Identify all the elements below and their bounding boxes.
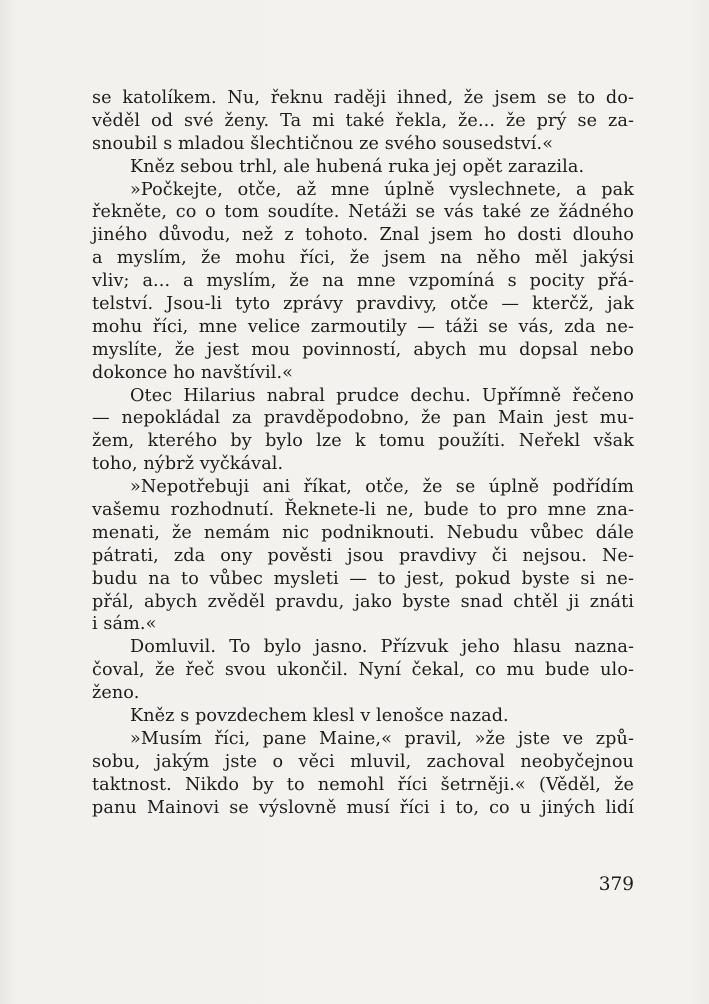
text-line: toho, nýbrž vyčkával. bbox=[92, 454, 284, 475]
text-line: čoval, že řeč svou ukončil. Nyní čekal, co mu bude ulo- bbox=[92, 660, 634, 681]
text-line: budu na to vůbec mysleti — to jest, pokud byste si ne- bbox=[92, 568, 634, 589]
text-line: ženo. bbox=[92, 683, 140, 704]
text-line: snoubil s mladou šlechtičnou ze svého sousedství.« bbox=[92, 133, 554, 154]
text-line: dokonce ho navštívil.« bbox=[92, 362, 294, 383]
text-line: Kněz s povzdechem klesl v lenošce nazad. bbox=[130, 706, 509, 727]
text-line: telství. Jsou-li tyto zprávy pravdivy, otče — kterčž, jak bbox=[92, 294, 634, 315]
text-line: menati, že nemám nic podniknouti. Nebudu vůbec dále bbox=[92, 522, 634, 543]
text-line: vliv; a... a myslím, že na mne vzpomíná s pocity přá- bbox=[92, 271, 634, 292]
text-line: Domluvil. To bylo jasno. Přízvuk jeho hlasu nazna- bbox=[130, 637, 634, 658]
text-line: řekněte, co o tom soudíte. Netáži se vás také ze žádného bbox=[92, 202, 634, 223]
text-line: — nepokládal za pravděpodobno, že pan Main jest mu- bbox=[92, 408, 634, 429]
text-line: přál, abych zvěděl pravdu, jako byste snad chtěl ji znáti bbox=[92, 591, 634, 612]
text-line: pátrati, zda ony pověsti jsou pravdivy či nejsou. Ne- bbox=[92, 545, 634, 566]
text-line: věděl od své ženy. Ta mi také řekla, že... že prý se za- bbox=[92, 110, 634, 131]
text-line: žem, kterého by bylo lze k tomu použíti. Neřekl však bbox=[92, 431, 634, 452]
text-line: taktnost. Nikdo by to nemohl říci šetrněji.« (Věděl, že bbox=[92, 774, 634, 795]
text-line: »Počkejte, otče, až mne úplně vyslechnete, a pak bbox=[130, 179, 634, 200]
text-line: se katolíkem. Nu, řeknu raději ihned, že jsem se to do- bbox=[92, 88, 634, 108]
text-line: »Musím říci, pane Maine,« pravil, »že jste ve způ- bbox=[130, 728, 634, 749]
text-line: myslíte, že jest mou povinností, abych mu dopsal nebo bbox=[92, 339, 634, 360]
text-line: a myslím, že mohu říci, že jsem na něho měl jakýsi bbox=[92, 248, 634, 269]
text-line: »Nepotřebuji ani říkat, otče, že se úplně podřídím bbox=[130, 477, 634, 498]
page-text bbox=[92, 87, 634, 820]
text-line: panu Mainovi se výslovně musí říci i to, co u jiných lidí bbox=[92, 797, 634, 818]
text-line: mohu říci, mne velice zarmoutily — táži se vás, zda ne- bbox=[92, 316, 634, 337]
page-number: 379 bbox=[598, 874, 634, 895]
text-line: i sám.« bbox=[92, 614, 157, 635]
text-line: jiného důvodu, než z tohoto. Znal jsem ho dosti dlouho bbox=[92, 225, 634, 246]
text-line: Otec Hilarius nabral prudce dechu. Upřímně řečeno bbox=[130, 385, 634, 406]
text-line: sobu, jakým jste o věci mluvil, zachoval neobyčejnou bbox=[92, 751, 634, 772]
text-line: Kněz sebou trhl, ale hubená ruka jej opět zarazila. bbox=[130, 156, 585, 177]
text-line: vašemu rozhodnutí. Řeknete-li ne, bude to pro mne zna- bbox=[92, 500, 634, 521]
